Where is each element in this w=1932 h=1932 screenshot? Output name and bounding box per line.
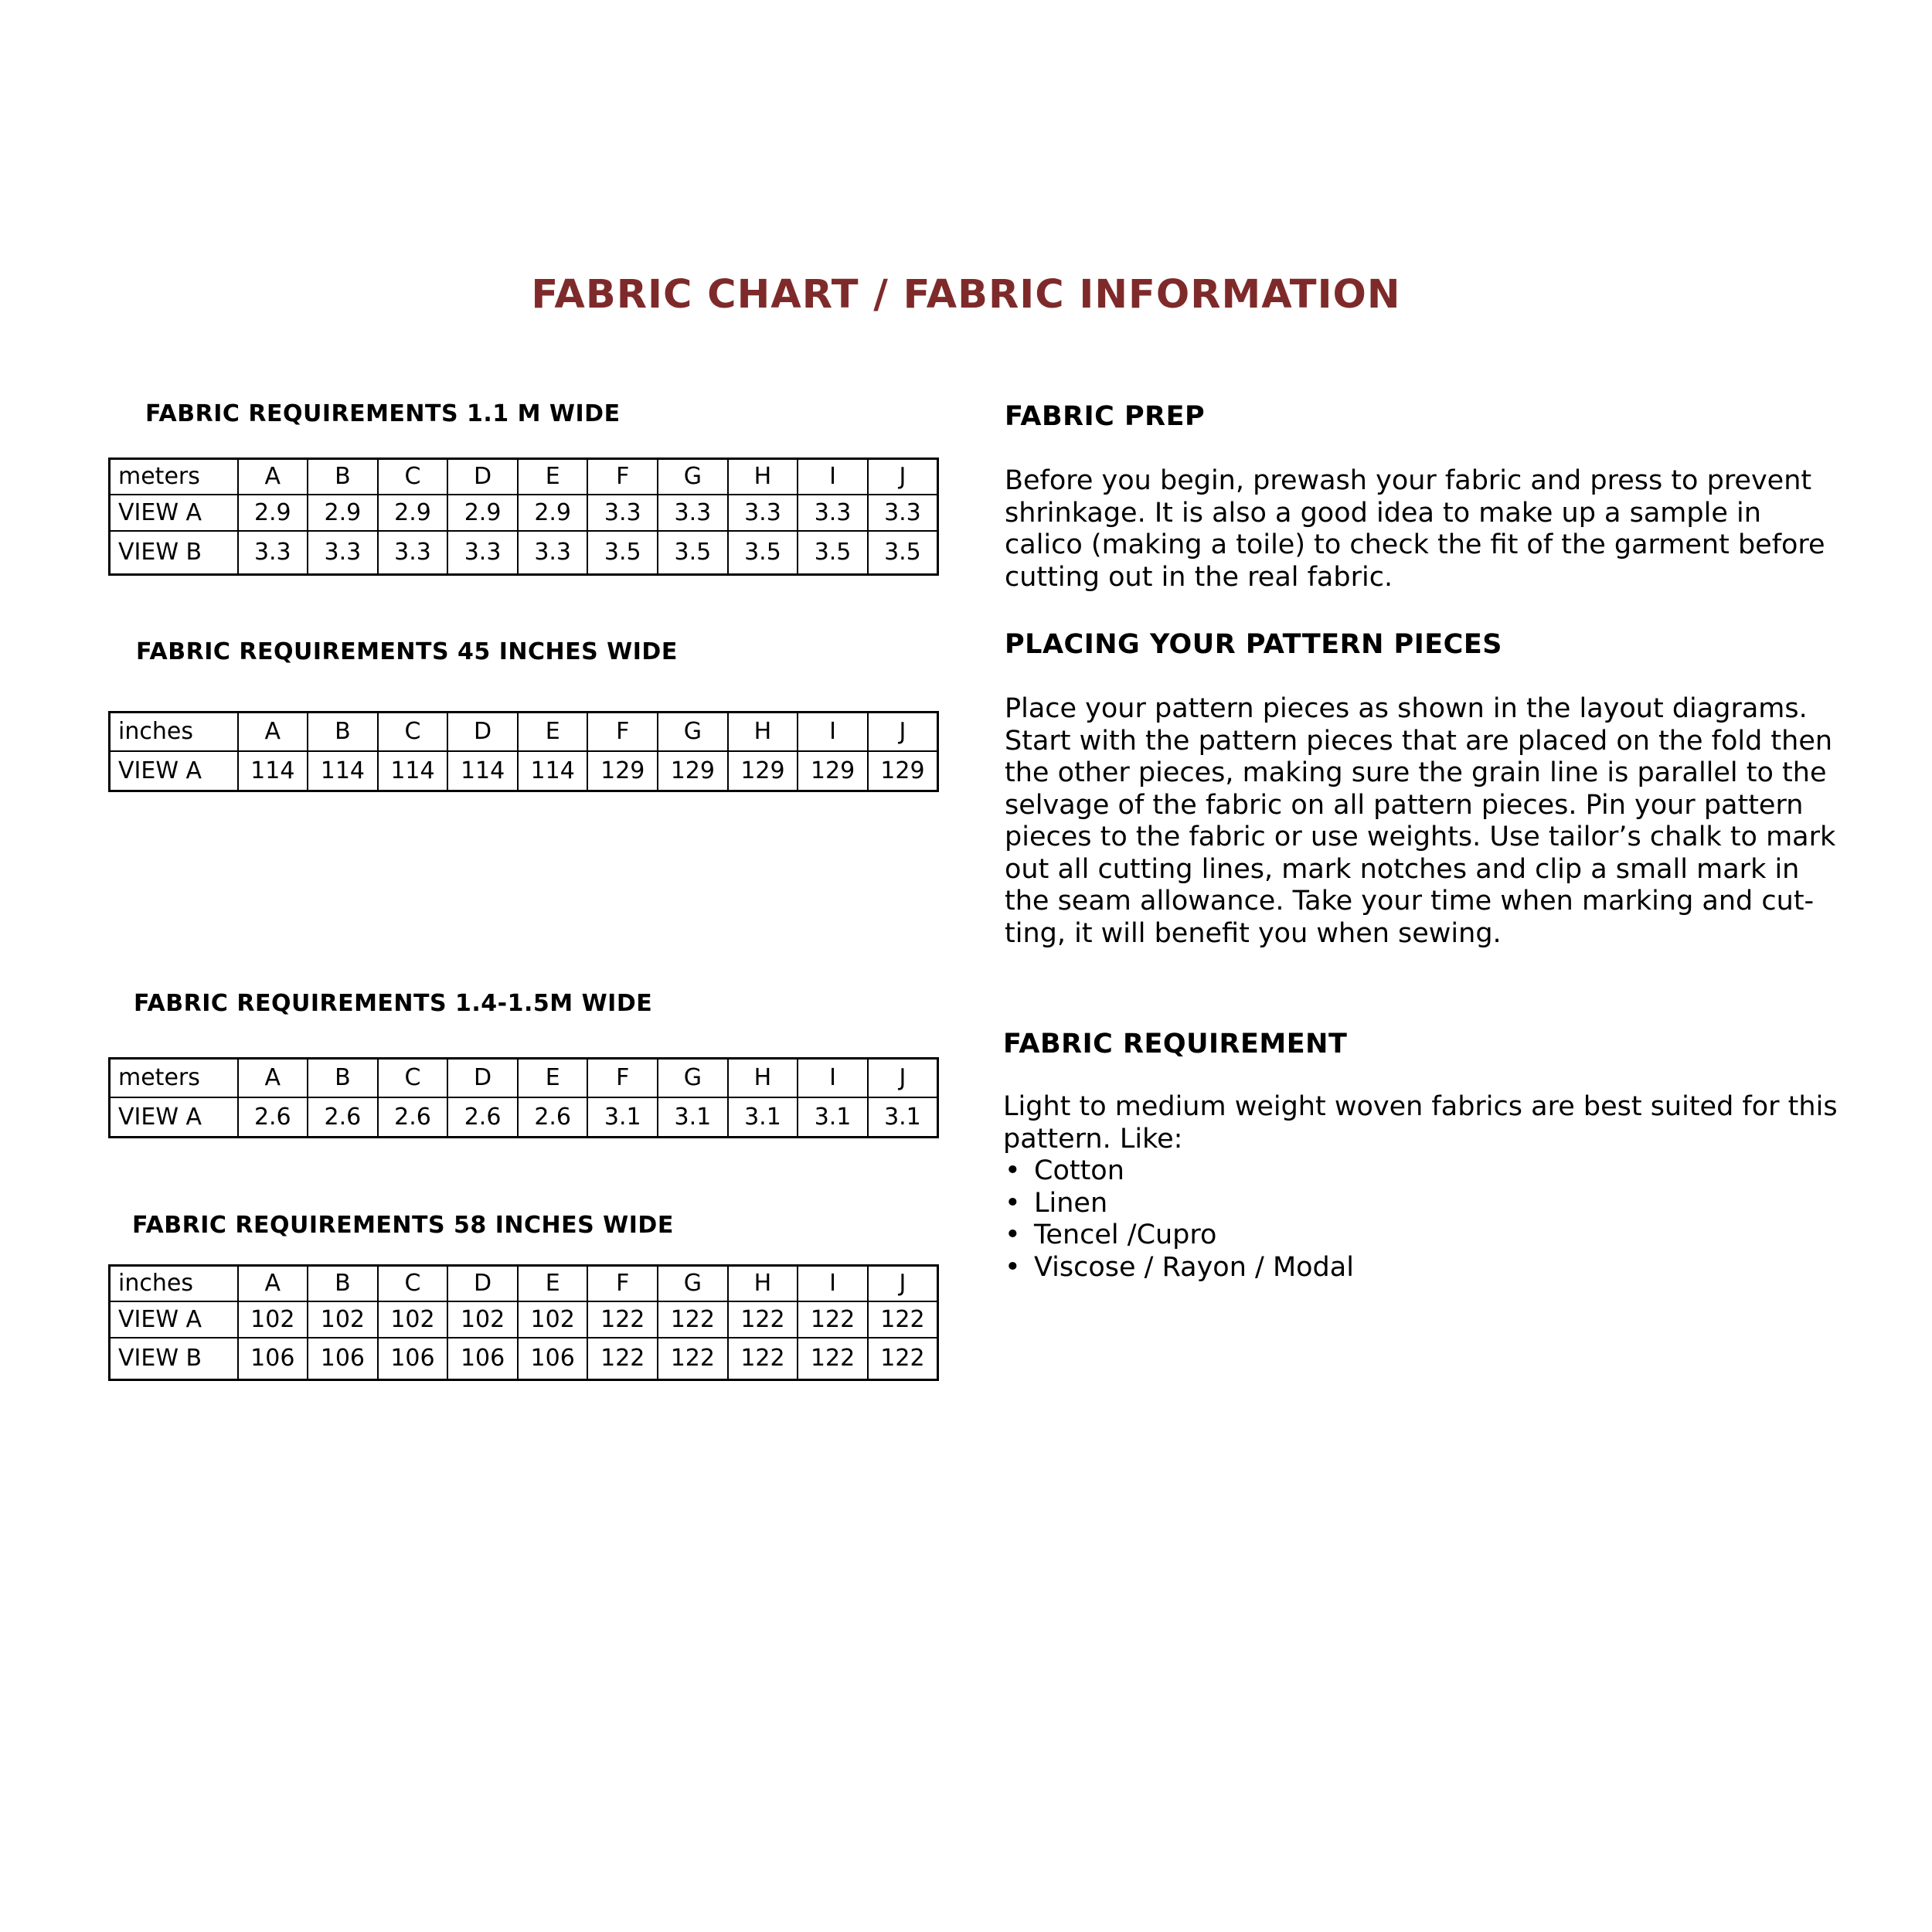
size-header: C bbox=[378, 1266, 448, 1301]
table-cell: 106 bbox=[447, 1338, 518, 1380]
table-row bbox=[110, 531, 938, 575]
table-cell: 3.3 bbox=[658, 495, 728, 531]
table-heading: FABRIC REQUIREMENTS 1.4-1.5M WIDE bbox=[134, 990, 653, 1017]
row-label: VIEW B bbox=[110, 1338, 238, 1380]
table-cell: 122 bbox=[728, 1301, 798, 1338]
size-header: G bbox=[658, 459, 728, 495]
fabric-prep-text bbox=[1005, 465, 1847, 594]
table-cell: 2.9 bbox=[238, 495, 308, 531]
size-header: F bbox=[587, 459, 658, 495]
table-header-row bbox=[110, 459, 938, 495]
size-header: E bbox=[518, 1059, 588, 1097]
table-row bbox=[110, 751, 938, 791]
placing-heading: PLACING YOUR PATTERN PIECES bbox=[1005, 629, 1502, 660]
row-label: VIEW A bbox=[110, 1097, 238, 1138]
page-title: FABRIC CHART / FABRIC INFORMATION bbox=[531, 272, 1401, 318]
table-heading: FABRIC REQUIREMENTS 1.1 M WIDE bbox=[145, 400, 621, 427]
size-header: G bbox=[658, 713, 728, 751]
text-line: Before you begin, prewash your fabric and press to prevent bbox=[1005, 465, 1812, 496]
table-cell: 122 bbox=[728, 1338, 798, 1380]
bullet-icon: • bbox=[1005, 1251, 1021, 1283]
table-cell: 2.6 bbox=[518, 1097, 588, 1138]
table-cell: 122 bbox=[868, 1301, 938, 1338]
size-header: D bbox=[447, 459, 518, 495]
text-line: selvage of the fabric on all pattern pieces. Pin your pattern bbox=[1005, 789, 1804, 821]
table-cell: 2.6 bbox=[447, 1097, 518, 1138]
unit-header: inches bbox=[110, 713, 238, 751]
text-line: ting, it will benefit you when sewing. bbox=[1005, 917, 1502, 949]
size-header: B bbox=[308, 713, 378, 751]
size-header: I bbox=[798, 713, 868, 751]
table-cell: 3.5 bbox=[798, 531, 868, 575]
table-cell: 102 bbox=[308, 1301, 378, 1338]
table-cell: 2.6 bbox=[308, 1097, 378, 1138]
table-cell: 3.5 bbox=[587, 531, 658, 575]
size-header: F bbox=[587, 1059, 658, 1097]
size-header: E bbox=[518, 1266, 588, 1301]
text-line: Start with the pattern pieces that are placed on the fold then bbox=[1005, 725, 1833, 757]
table-cell: 2.9 bbox=[308, 495, 378, 531]
size-header: D bbox=[447, 713, 518, 751]
unit-header: inches bbox=[110, 1266, 238, 1301]
table-cell: 2.9 bbox=[518, 495, 588, 531]
text-line: pieces to the fabric or use weights. Use tailor’s chalk to mark bbox=[1005, 821, 1836, 852]
table-cell: 106 bbox=[518, 1338, 588, 1380]
table-cell: 3.3 bbox=[868, 495, 938, 531]
list-item bbox=[1003, 1188, 1354, 1220]
size-header: D bbox=[447, 1059, 518, 1097]
table-cell: 3.3 bbox=[518, 531, 588, 575]
size-header: B bbox=[308, 459, 378, 495]
table-cell: 114 bbox=[308, 751, 378, 791]
fabric-prep-heading: FABRIC PREP bbox=[1005, 401, 1206, 432]
text-line: Light to medium weight woven fabrics are best suited for this bbox=[1003, 1091, 1838, 1122]
table-cell: 3.1 bbox=[798, 1097, 868, 1138]
table-header-row bbox=[110, 713, 938, 751]
size-header: J bbox=[868, 1266, 938, 1301]
size-header: F bbox=[587, 713, 658, 751]
table-cell: 129 bbox=[868, 751, 938, 791]
list-item-label: Linen bbox=[1034, 1187, 1108, 1219]
text-line: pattern. Like: bbox=[1003, 1123, 1183, 1155]
size-header: J bbox=[868, 713, 938, 751]
text-line: the other pieces, making sure the grain line is parallel to the bbox=[1005, 757, 1827, 788]
list-item-label: Tencel /Cupro bbox=[1034, 1219, 1217, 1250]
unit-header: meters bbox=[110, 459, 238, 495]
text-line: out all cutting lines, mark notches and clip a small mark in bbox=[1005, 853, 1800, 885]
placing-text bbox=[1005, 693, 1847, 950]
list-item-label: Cotton bbox=[1034, 1155, 1124, 1186]
table-cell: 3.3 bbox=[238, 531, 308, 575]
size-header: A bbox=[238, 1059, 308, 1097]
size-header: I bbox=[798, 1266, 868, 1301]
table-cell: 102 bbox=[447, 1301, 518, 1338]
table-cell: 129 bbox=[587, 751, 658, 791]
table-cell: 2.6 bbox=[378, 1097, 448, 1138]
size-header: B bbox=[308, 1266, 378, 1301]
bullet-icon: • bbox=[1005, 1187, 1021, 1219]
table-row bbox=[110, 1338, 938, 1380]
table-cell: 102 bbox=[518, 1301, 588, 1338]
table-cell: 2.9 bbox=[378, 495, 448, 531]
table-cell: 106 bbox=[378, 1338, 448, 1380]
table-cell: 2.6 bbox=[238, 1097, 308, 1138]
text-line: calico (making a toile) to check the fit of the garment before bbox=[1005, 529, 1825, 560]
fabric-table-1-4m bbox=[108, 1057, 939, 1138]
table-cell: 3.1 bbox=[728, 1097, 798, 1138]
size-header: I bbox=[798, 1059, 868, 1097]
size-header: A bbox=[238, 1266, 308, 1301]
table-cell: 122 bbox=[868, 1338, 938, 1380]
list-item bbox=[1003, 1219, 1354, 1252]
table-cell: 3.3 bbox=[798, 495, 868, 531]
table-heading: FABRIC REQUIREMENTS 45 INCHES WIDE bbox=[136, 638, 678, 665]
size-header: H bbox=[728, 713, 798, 751]
table-cell: 3.3 bbox=[728, 495, 798, 531]
text-line: Place your pattern pieces as shown in the layout diagrams. bbox=[1005, 693, 1808, 724]
size-header: G bbox=[658, 1059, 728, 1097]
fabric-table-58in bbox=[108, 1264, 939, 1381]
table-cell: 102 bbox=[238, 1301, 308, 1338]
table-row bbox=[110, 495, 938, 531]
size-header: I bbox=[798, 459, 868, 495]
table-cell: 102 bbox=[378, 1301, 448, 1338]
table-heading: FABRIC REQUIREMENTS 58 INCHES WIDE bbox=[132, 1212, 674, 1239]
table-cell: 106 bbox=[308, 1338, 378, 1380]
requirement-text bbox=[1003, 1091, 1845, 1155]
bullet-icon: • bbox=[1005, 1219, 1021, 1250]
list-item-label: Viscose / Rayon / Modal bbox=[1034, 1251, 1354, 1283]
text-line: the seam allowance. Take your time when marking and cut- bbox=[1005, 886, 1815, 917]
size-header: C bbox=[378, 459, 448, 495]
row-label: VIEW A bbox=[110, 1301, 238, 1338]
size-header: E bbox=[518, 713, 588, 751]
size-header: B bbox=[308, 1059, 378, 1097]
table-cell: 3.5 bbox=[658, 531, 728, 575]
text-line: shrinkage. It is also a good idea to make up a sample in bbox=[1005, 497, 1761, 529]
text-line: cutting out in the real fabric. bbox=[1005, 561, 1393, 593]
table-cell: 3.3 bbox=[587, 495, 658, 531]
fabric-table-45in bbox=[108, 711, 939, 792]
size-header: G bbox=[658, 1266, 728, 1301]
fabric-table-1-1m bbox=[108, 457, 939, 576]
table-cell: 122 bbox=[658, 1338, 728, 1380]
table-row bbox=[110, 1097, 938, 1138]
table-cell: 3.3 bbox=[447, 531, 518, 575]
table-cell: 3.1 bbox=[868, 1097, 938, 1138]
table-cell: 3.5 bbox=[868, 531, 938, 575]
table-cell: 122 bbox=[798, 1338, 868, 1380]
size-header: J bbox=[868, 1059, 938, 1097]
size-header: D bbox=[447, 1266, 518, 1301]
table-cell: 122 bbox=[587, 1338, 658, 1380]
size-header: E bbox=[518, 459, 588, 495]
list-item bbox=[1003, 1155, 1354, 1188]
table-cell: 114 bbox=[447, 751, 518, 791]
table-cell: 122 bbox=[658, 1301, 728, 1338]
table-cell: 3.1 bbox=[658, 1097, 728, 1138]
size-header: C bbox=[378, 713, 448, 751]
bullet-icon: • bbox=[1005, 1155, 1021, 1186]
table-cell: 129 bbox=[658, 751, 728, 791]
requirement-heading: FABRIC REQUIREMENT bbox=[1003, 1029, 1348, 1060]
table-cell: 129 bbox=[728, 751, 798, 791]
size-header: F bbox=[587, 1266, 658, 1301]
table-cell: 3.5 bbox=[728, 531, 798, 575]
table-row bbox=[110, 1301, 938, 1338]
table-cell: 114 bbox=[378, 751, 448, 791]
fabric-type-list bbox=[1003, 1155, 1354, 1284]
row-label: VIEW A bbox=[110, 751, 238, 791]
list-item bbox=[1003, 1252, 1354, 1284]
table-cell: 3.1 bbox=[587, 1097, 658, 1138]
table-cell: 106 bbox=[238, 1338, 308, 1380]
size-header: H bbox=[728, 459, 798, 495]
table-cell: 3.3 bbox=[378, 531, 448, 575]
table-header-row bbox=[110, 1266, 938, 1301]
table-cell: 2.9 bbox=[447, 495, 518, 531]
unit-header: meters bbox=[110, 1059, 238, 1097]
table-cell: 3.3 bbox=[308, 531, 378, 575]
size-header: J bbox=[868, 459, 938, 495]
row-label: VIEW B bbox=[110, 531, 238, 575]
table-cell: 114 bbox=[518, 751, 588, 791]
size-header: C bbox=[378, 1059, 448, 1097]
table-cell: 122 bbox=[798, 1301, 868, 1338]
table-cell: 122 bbox=[587, 1301, 658, 1338]
row-label: VIEW A bbox=[110, 495, 238, 531]
size-header: A bbox=[238, 459, 308, 495]
size-header: A bbox=[238, 713, 308, 751]
table-cell: 114 bbox=[238, 751, 308, 791]
table-cell: 129 bbox=[798, 751, 868, 791]
table-header-row bbox=[110, 1059, 938, 1097]
size-header: H bbox=[728, 1059, 798, 1097]
size-header: H bbox=[728, 1266, 798, 1301]
